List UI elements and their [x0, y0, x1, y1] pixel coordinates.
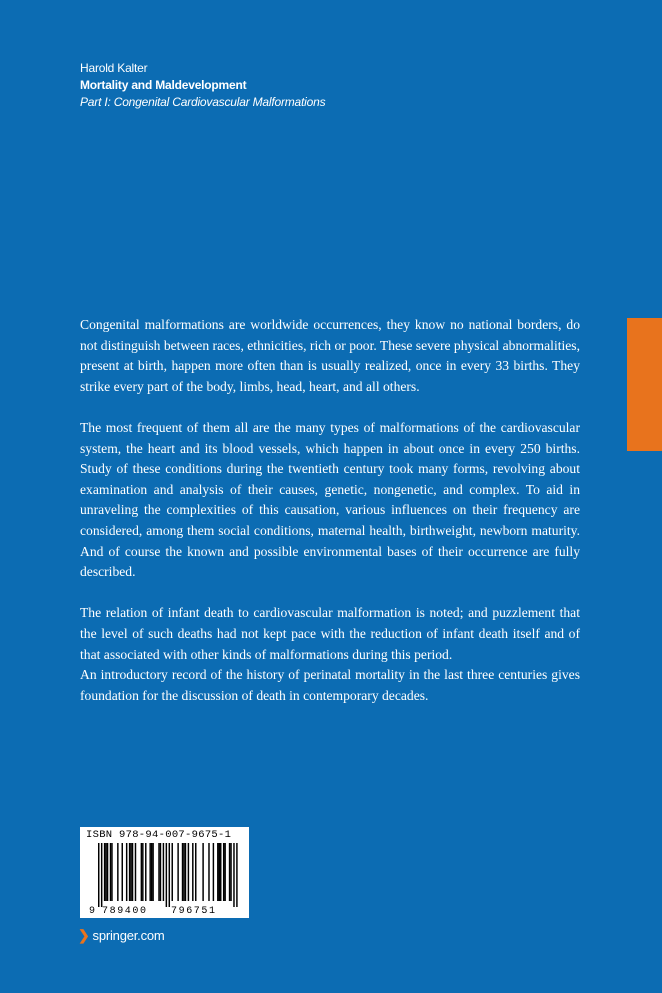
barcode-digit-first: 9 [89, 906, 96, 917]
barcode-bar [208, 843, 209, 901]
barcode-bar [192, 843, 193, 901]
barcode-bar [126, 843, 127, 901]
publisher-url: springer.com [92, 928, 165, 943]
barcode-bar [105, 843, 106, 901]
blurb-paragraph: Congenital malformations are worldwide occurrences, they know no national borders, do not distinguish between races, ethnicities, rich or poor. These severe physical abnormalities, present at birth, happen more often than is usually realized, once in every 33 births. They strike every part of the body, limbs, head, heart, and all others. [80, 317, 580, 394]
barcode-bar [217, 843, 218, 901]
barcode-bar [223, 843, 224, 901]
publisher-link[interactable] [78, 927, 165, 944]
barcode-bar [169, 843, 170, 907]
barcode-digits-right: 796751 [171, 906, 217, 917]
book-subtitle: Part I: Congenital Cardiovascular Malformations [80, 95, 326, 109]
barcode-bar [132, 843, 133, 901]
barcode-bar [183, 843, 184, 901]
isbn-number: ISBN 978-94-007-9675-1 [86, 829, 232, 841]
barcode-bar [224, 843, 225, 901]
barcode-bar [129, 843, 130, 901]
barcode-bar [163, 843, 164, 901]
barcode-bar [110, 843, 111, 901]
barcode-bar [213, 843, 214, 901]
barcode-bar [101, 843, 102, 907]
barcode-bar [177, 843, 178, 901]
barcode-bar [104, 843, 105, 901]
barcode-bar [182, 843, 183, 901]
barcode-bar [98, 843, 99, 907]
barcode-bar [230, 843, 231, 901]
barcode-bar [107, 843, 108, 901]
barcode-bar [233, 843, 234, 907]
barcode-bar [166, 843, 167, 907]
blurb-paragraph: An introductory record of the history of perinatal mortality in the last three centuries gives foundation for the discussion of death in contemporary decades. [80, 667, 580, 703]
barcode-bar [158, 843, 159, 901]
author-name: Harold Kalter [80, 61, 148, 75]
isbn-barcode [80, 827, 249, 918]
cover-header [80, 60, 325, 111]
barcode-bar [152, 843, 153, 901]
barcode-bar [117, 843, 118, 901]
chevron-right-icon: ❯ [78, 927, 90, 943]
barcode-digits-left: 789400 [102, 906, 148, 917]
barcode-bar [172, 843, 173, 901]
barcode-bar [142, 843, 143, 901]
barcode-bar [236, 843, 237, 907]
book-title: Mortality and Maldevelopment [80, 78, 247, 92]
barcode-bar [130, 843, 131, 901]
barcode-bar [149, 843, 150, 901]
barcode-bar [111, 843, 112, 901]
barcode-bar [219, 843, 220, 901]
barcode-bar [220, 843, 221, 901]
barcode-bar [122, 843, 123, 901]
barcode-bar [145, 843, 146, 901]
barcode-bar [151, 843, 152, 901]
barcode-bar [135, 843, 136, 901]
barcode-bar [202, 843, 203, 901]
barcode-bar [185, 843, 186, 901]
barcode-bar [229, 843, 230, 901]
blurb-paragraph: The relation of infant death to cardiovascular malformation is noted; and puzzlement that the level of such deaths had not kept pace with the reduction of infant death itself and of that associated with other kinds of malformations during this period. [80, 605, 580, 662]
spine-color-tab [627, 318, 662, 451]
blurb-text [80, 315, 580, 706]
barcode-bar [188, 843, 189, 901]
barcode-graphic [80, 827, 249, 918]
barcode-bar [141, 843, 142, 901]
barcode-bar [160, 843, 161, 901]
barcode-bar [195, 843, 196, 901]
barcode-bars [98, 843, 238, 907]
blurb-paragraph: The most frequent of them all are the many types of malformations of the cardiovascular system, the heart and its blood vessels, which happen in about once in every 250 births. Study of these conditions during the twentieth century took many forms, revolving about examination and analysis of their causes, genetic, nongenetic, and complex. To aid in unraveling the complexities of this causation, various influences on their frequency are considered, among them social conditions, maternal health, birthweight, newborn maturity. And of course the known and possible environmental bases of their occurrence are fully described. [80, 419, 580, 580]
